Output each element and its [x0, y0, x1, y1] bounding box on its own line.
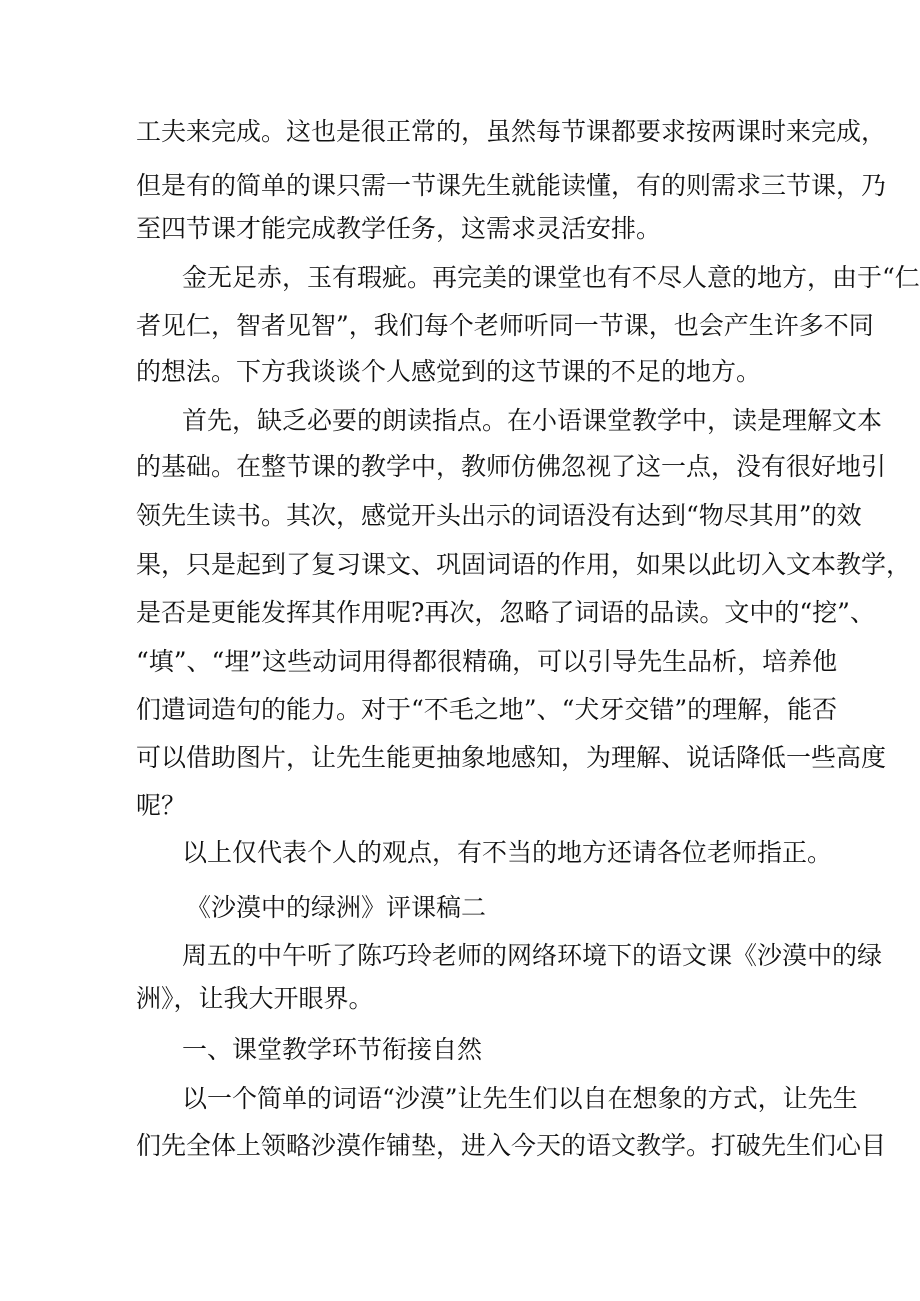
- text-line: 洲》，让我大开眼界。: [136, 984, 374, 1013]
- text-line: 果，只是起到了复习课文、巩固词语的作用，如果以此切入文本教学，: [136, 550, 912, 579]
- text-line: 是否是更能发挥其作用呢?再次，忽略了词语的品读。文中的“挖”、: [136, 598, 875, 627]
- text-line: 者见仁，智者见智”，我们每个老师听同一节课，也会产生许多不同: [136, 311, 874, 340]
- text-line: 工夫来完成。这也是很正常的，虽然每节课都要求按两课时来完成，: [136, 117, 887, 146]
- paragraph-start-line: 周五的中午听了陈巧玲老师的网络环境下的语文课《沙漠中的绿: [182, 941, 883, 970]
- text-line: 领先生读书。其次，感觉开头出示的词语没有达到“物尽其用”的效: [136, 501, 862, 530]
- text-line: 的基础。在整节课的教学中，教师仿佛忽视了这一点，没有很好地引: [136, 452, 887, 481]
- text-line: 们遣词造句的能力。对于“不毛之地”、“犬牙交错”的理解，能否: [136, 695, 838, 724]
- text-line: 但是有的简单的课只需一节课先生就能读懂，有的则需求三节课，乃: [136, 171, 887, 200]
- paragraph-start-line: 首先，缺乏必要的朗读指点。在小语课堂教学中，读是理解文本: [182, 406, 883, 435]
- section-title: 《沙漠中的绿洲》评课稿二: [186, 893, 487, 922]
- text-line: 们先全体上领略沙漠作铺垫，进入今天的语文教学。打破先生们心目: [136, 1131, 887, 1160]
- paragraph-start-line: 金无足赤，玉有瑕疵。再完美的课堂也有不尽人意的地方，由于“仁: [182, 263, 920, 292]
- text-line: 至四节课才能完成教学任务，这需求灵活安排。: [136, 214, 662, 243]
- paragraph-start-line: 以一个简单的词语“沙漠”让先生们以自在想象的方式，让先生: [182, 1084, 858, 1113]
- text-line: “填”、“埋”这些动词用得都很精确，可以引导先生品析，培养他: [136, 647, 838, 676]
- section-heading: 一、课堂教学环节衔接自然: [182, 1035, 483, 1064]
- text-line: 可以借助图片，让先生能更抽象地感知，为理解、说话降低一些高度: [136, 743, 887, 772]
- text-line: 的想法。下方我谈谈个人感觉到的这节课的不足的地方。: [136, 357, 762, 386]
- text-line: 呢？: [136, 791, 187, 820]
- paragraph-start-line: 以上仅代表个人的观点，有不当的地方还请各位老师指正。: [182, 838, 833, 867]
